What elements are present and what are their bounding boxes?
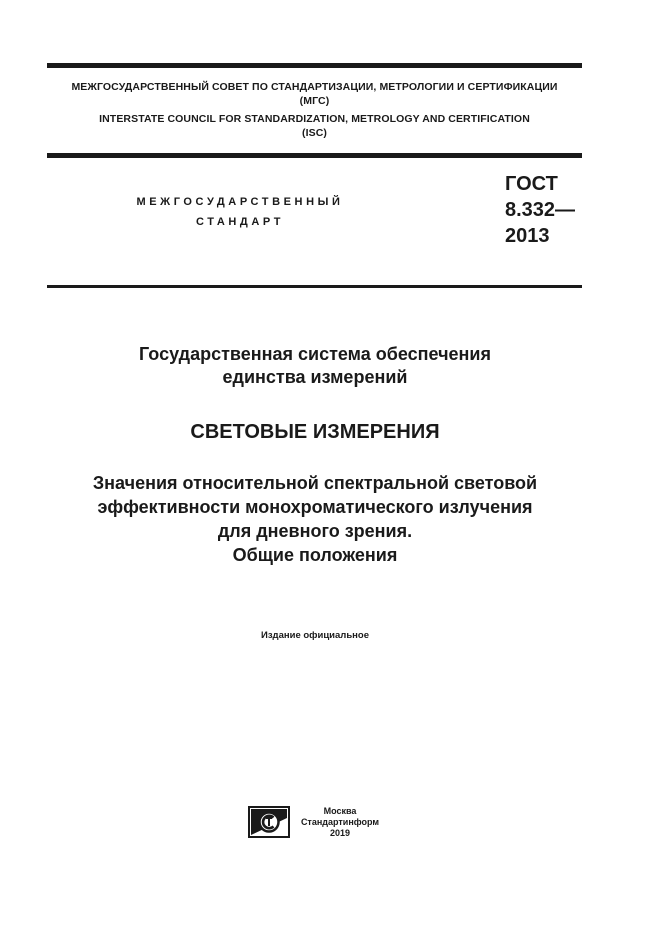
top-rule xyxy=(47,63,582,68)
council-en-abbr: (ISC) xyxy=(302,127,327,139)
bottom-rule xyxy=(47,285,582,288)
subtitle-line2: эффективности монохроматического излучения xyxy=(97,497,533,517)
council-ru-abbr: (МГС) xyxy=(299,95,330,107)
standard-type-label xyxy=(110,192,370,232)
system-title-line1: Государственная система обеспечения xyxy=(139,344,491,364)
standartinform-logo-icon xyxy=(248,806,290,838)
publisher-city: Москва xyxy=(323,806,357,816)
subtitle xyxy=(40,471,590,567)
gost-designation xyxy=(505,171,575,249)
middle-rule xyxy=(47,153,582,158)
edition-label: Издание официальное xyxy=(261,630,369,641)
publisher-info xyxy=(300,806,380,839)
council-ru-line1: МЕЖГОСУДАРСТВЕННЫЙ СОВЕТ ПО СТАНДАРТИЗАЦИИ, МЕТРОЛОГИИ И СЕРТИФИКАЦИИ xyxy=(71,81,558,93)
gost-prefix: ГОСТ xyxy=(505,173,558,195)
gost-year: 2013 xyxy=(505,225,550,247)
publisher-year: 2019 xyxy=(329,828,351,838)
publisher-name: Стандартинформ xyxy=(300,817,380,827)
subtitle-line1: Значения относительной спектральной световой xyxy=(92,473,538,493)
subtitle-line4: Общие положения xyxy=(232,545,398,565)
council-en-line1: INTERSTATE COUNCIL FOR STANDARDIZATION, METROLOGY AND CERTIFICATION xyxy=(99,113,530,125)
council-name-ru xyxy=(47,80,582,108)
main-title: СВЕТОВЫЕ ИЗМЕРЕНИЯ xyxy=(190,421,440,443)
system-title xyxy=(40,343,590,389)
system-title-line2: единства измерений xyxy=(222,367,408,387)
gost-number: 8.332— xyxy=(505,199,576,221)
standard-label-line2: СТАНДАРТ xyxy=(195,216,285,228)
standard-label-line1: МЕЖГОСУДАРСТВЕННЫЙ xyxy=(136,196,344,208)
subtitle-line3: для дневного зрения. xyxy=(217,521,413,541)
council-name-en xyxy=(47,112,582,140)
